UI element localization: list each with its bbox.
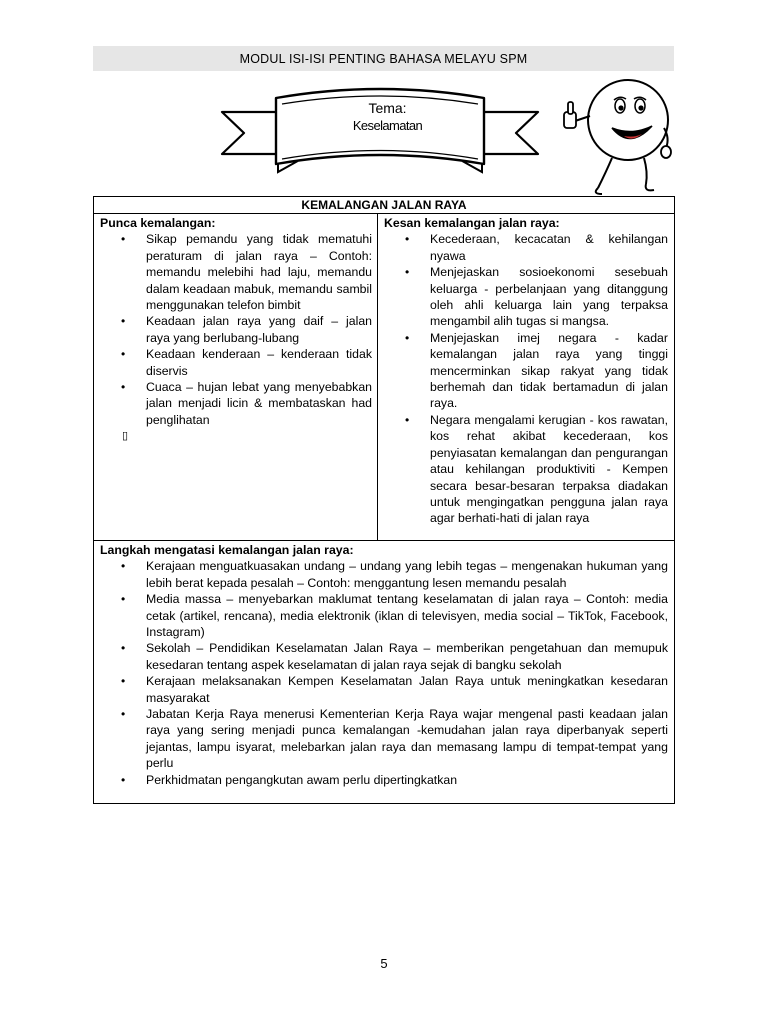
empty-bullet-item: [100, 428, 372, 444]
causes-list: [100, 231, 372, 444]
effects-list: [384, 231, 668, 526]
list-item: • Sekolah – Pendidikan Keselamatan Jalan Raya – memberikan pengetahuan dan memupuk kesedaran tentang aspek keselamatan di jalan raya sejak di bangku sekolah: [100, 640, 668, 673]
list-item: • Menjejaskan imej negara - kadar kemalangan jalan raya yang tinggi mencerminkan sikap rakyat yang tidak berhemah dan tidak bertamadun di jalan raya.: [384, 330, 668, 412]
tema-label: Tema:: [368, 100, 407, 116]
thumbs-up-mascot-icon: [560, 72, 680, 202]
accident-table: [93, 196, 675, 804]
measures-heading: Langkah mengatasi kemalangan jalan raya:: [100, 543, 354, 557]
causes-heading: Punca kemalangan:: [100, 216, 216, 230]
list-item: • Keadaan jalan raya yang daif – jalan raya yang berlubang-lubang: [100, 313, 372, 346]
list-item: • Perkhidmatan pengangkutan awam perlu dipertingkatkan: [100, 772, 668, 788]
list-item: • Sikap pemandu yang tidak mematuhi peraturam di jalan raya – Contoh: memandu melebihi had laju, memandu dalam keadaan mabuk, memandu sambil menggunakan telefon bimbit: [100, 231, 372, 313]
effects-column: [378, 214, 674, 540]
list-item: • Jabatan Kerja Raya menerusi Kementerian Kerja Raya wajar mengenal pasti keadaan jalan raya yang sering menjadi punca kemalangan -kemudahan jalan raya diperbanyak seperti jejantas, lampu isyarat, melebarkan jalan raya dan memasang lampu di tempat-tempat yang perlu: [100, 706, 668, 772]
list-item: • Kecederaan, kecacatan & kehilangan nyawa: [384, 231, 668, 264]
list-item: • Negara mengalami kerugian - kos rawatan, kos rehat akibat kecederaan, kos penyiasatan kemalangan dan pengurangan atau kehilangan produktiviti - Kempen secara besar-besaran terpaksa diadakan untuk mengingatkan pengguna jalan raya agar berhati-hati di jalan raya: [384, 412, 668, 527]
effects-heading: Kesan kemalangan jalan raya:: [384, 216, 560, 230]
list-item: • Kerajaan menguatkuasakan undang – undang yang lebih tegas – mengenakan hukuman yang lebih berat kepada pesalah – Contoh: menggantung lesen memandu pesalah: [100, 558, 668, 591]
list-item: • Cuaca – hujan lebat yang menyebabkan jalan menjadi licin & membataskan had penglihatan: [100, 379, 372, 428]
measures-section: [94, 541, 674, 803]
cause-effect-row: [94, 214, 674, 541]
module-header: [93, 46, 674, 71]
measures-list: [100, 558, 668, 788]
page-number: 5: [380, 956, 388, 971]
list-item: • Keadaan kenderaan – kenderaan tidak diservis: [100, 346, 372, 379]
list-item: • Media massa – menyebarkan maklumat tentang keselamatan di jalan raya – Contoh: media cetak (artikel, rencana), media elektronik (iklan di televisyen, media social – TikTok, Facebook, Instagram): [100, 591, 668, 640]
tema-banner-text: [275, 101, 500, 132]
tema-value: Keselamatan: [352, 118, 423, 133]
causes-column: [94, 214, 378, 540]
list-item: • Menjejaskan sosioekonomi sesebuah keluarga - perbelanjaan yang ditanggung oleh ahli keluarga lain yang terpaksa mengambil alih tugas si mangsa.: [384, 264, 668, 330]
module-title: MODUL ISI-ISI PENTING BAHASA MELAYU SPM: [239, 51, 528, 66]
list-item: • Kerajaan melaksanakan Kempen Keselamatan Jalan Raya untuk meningkatkan kesedaran masyarakat: [100, 673, 668, 706]
table-title: KEMALANGAN JALAN RAYA: [94, 197, 674, 214]
